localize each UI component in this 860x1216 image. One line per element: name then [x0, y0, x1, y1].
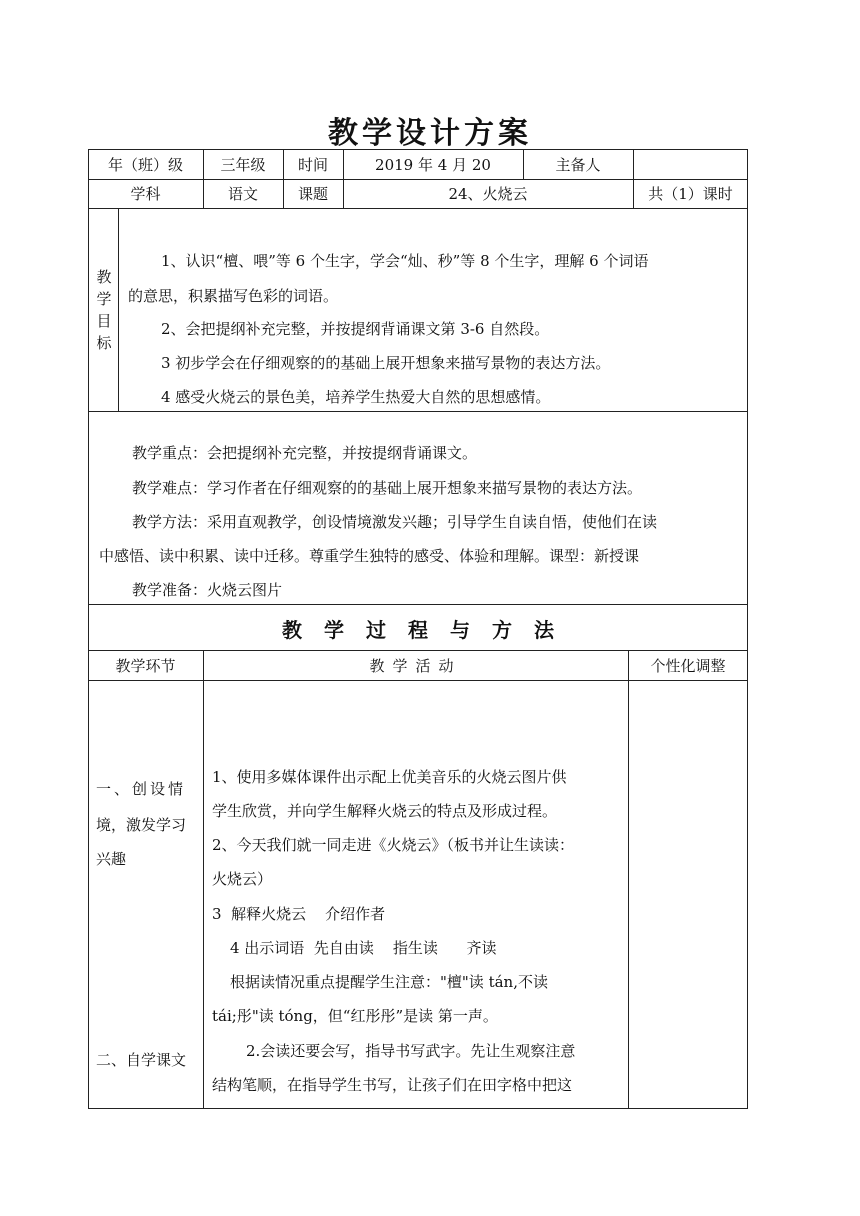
key-point-line: 教学难点：学习作者在仔细观察的的基础上展开想象来描写景物的表达方法。 — [132, 479, 643, 497]
activity-line: 4 出示词语 先自由读 指生读 齐读 — [230, 939, 497, 957]
stage-label: 二、自学课文 — [96, 1051, 187, 1069]
key-point-line: 教学方法：采用直观教学，创设情境激发兴趣；引导学生自读自悟，使他们在读 — [132, 513, 658, 531]
activity-line: 2、今天我们就一同走进《火烧云》（板书并让生读读： — [212, 836, 575, 854]
col-adjust-header: 个性化调整 — [650, 656, 726, 675]
time-value: 2019 年 4 月 20 — [375, 155, 491, 174]
activity-line: 根据读情况重点提醒学生注意："檀"读 tán,不读 — [230, 973, 548, 991]
activity-line: 1、使用多媒体课件出示配上优美音乐的火烧云图片供 — [212, 768, 567, 786]
subject-value: 语文 — [227, 185, 258, 203]
preparer-label: 主备人 — [555, 155, 601, 174]
col-divider — [203, 650, 204, 1109]
key-point-line: 教学重点：会把提纲补充完整，并按提纲背诵课文。 — [132, 444, 478, 462]
activity-line: tái;彤"读 tóng，但“红彤彤”是读 第一声。 — [212, 1007, 498, 1025]
row-divider — [88, 604, 748, 605]
row-divider — [88, 411, 748, 412]
key-point-line: 教学准备：火烧云图片 — [132, 581, 283, 599]
goal-line: 的意思，积累描写色彩的词语。 — [128, 287, 339, 305]
grade-label: 年（班）级 — [107, 155, 183, 174]
col-activity-header: 教学活动 — [369, 656, 462, 675]
goal-line: 3 初步学会在仔细观察的的基础上展开想象来描写景物的表达方法。 — [161, 354, 611, 372]
stage-label: 兴趣 — [96, 850, 127, 868]
activity-line: 火烧云） — [212, 870, 273, 888]
activity-line: 结构笔顺，在指导学生书写，让孩子们在田字格中把这 — [212, 1076, 573, 1094]
goals-label: 教学目标 — [96, 268, 112, 352]
key-point-line: 中感悟、读中积累、读中迁移。尊重学生独特的感受、体验和理解。课型：新授课 — [99, 547, 640, 565]
row-divider — [88, 208, 748, 209]
goal-line: 2、会把提纲补充完整，并按提纲背诵课文第 3-6 自然段。 — [161, 320, 550, 338]
goal-line: 4 感受火烧云的景色美，培养学生热爱大自然的思想感情。 — [161, 388, 551, 406]
goal-line: 1、认识“檀、喂”等 6 个生字，学会“灿、秒”等 8 个生字，理解 6 个词语 — [161, 252, 649, 270]
activity-line: 2.会读还要会写，指导书写武字。先让生观察注意 — [246, 1042, 576, 1060]
row-divider — [88, 680, 748, 681]
col-divider — [628, 650, 629, 1109]
col-divider — [118, 208, 119, 411]
stage-label: 境，激发学习 — [96, 816, 187, 834]
topic-value: 24、火烧云 — [448, 185, 528, 203]
stage-label: 一、创设情 — [96, 780, 187, 798]
process-heading: 教学过程与方法 — [282, 617, 576, 642]
topic-label: 课题 — [297, 185, 328, 203]
periods: 共（1）课时 — [648, 185, 733, 203]
activity-line: 3 解释火烧云 介绍作者 — [212, 905, 386, 923]
grade-value: 三年级 — [220, 155, 266, 174]
preparer-value — [633, 149, 748, 179]
time-label: 时间 — [297, 155, 328, 174]
subject-label: 学科 — [130, 185, 161, 203]
activity-line: 学生欣赏，并向学生解释火烧云的特点及形成过程。 — [212, 802, 558, 820]
col-stage-header: 教学环节 — [115, 656, 176, 675]
document-title: 教学设计方案 — [328, 116, 532, 151]
